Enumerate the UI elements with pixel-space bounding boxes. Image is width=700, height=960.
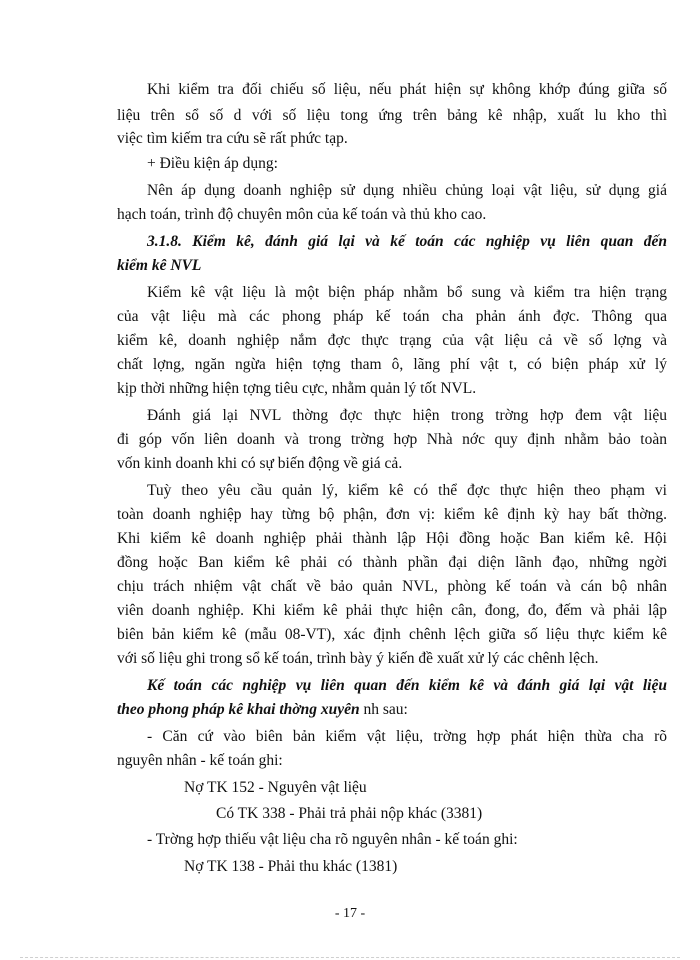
paragraph-line: đi góp vốn liên doanh và trong trờng hợp Nhà nớc quy định nhằm bảo toàn xyxy=(117,431,667,448)
paragraph-line: Khi kiểm tra đối chiếu số liệu, nếu phát hiện sự không khớp đúng giữa số xyxy=(147,81,667,98)
paragraph-line: Nên áp dụng doanh nghiệp sử dụng nhiều chủng loại vật liệu, sử dụng giá xyxy=(147,182,667,199)
section-heading: kiểm kê NVL xyxy=(117,257,202,274)
journal-entry-debit: Nợ TK 152 - Nguyên vật liệu xyxy=(184,779,367,796)
paragraph-line: - Căn cứ vào biên bản kiểm vật liệu, trờng hợp phát hiện thừa cha rõ xyxy=(147,728,667,745)
paragraph-line: viên doanh nghiệp. Khi kiểm kê phải thực hiện cân, đong, đo, đếm và phải lập xyxy=(117,602,667,619)
page-bottom-divider xyxy=(20,957,680,958)
paragraph-line: + Điều kiện áp dụng: xyxy=(147,155,278,172)
paragraph-line: Đánh giá lại NVL thờng đợc thực hiện trong trờng hợp đem vật liệu xyxy=(147,407,667,424)
paragraph-line: của vật liệu mà các phong pháp kế toán cha phản ánh đợc. Thông qua xyxy=(117,308,667,325)
section-heading: 3.1.8. Kiểm kê, đánh giá lại và kế toán các nghiệp vụ liên quan đến xyxy=(147,233,667,250)
paragraph-line: - Trờng hợp thiếu vật liệu cha rõ nguyên nhân - kế toán ghi: xyxy=(147,831,518,848)
paragraph-line: liệu trên sổ số d với số liệu tong ứng trên bảng kê nhập, xuất lu kho thì xyxy=(117,107,667,124)
paragraph-line: biên bản kiểm kê (mẫu 08-VT), xác định chênh lệch giữa số liệu thực kiểm kê xyxy=(117,626,667,643)
paragraph-line: việc tìm kiếm tra cứu sẽ rất phức tạp. xyxy=(117,130,348,147)
paragraph-line: Khi kiểm kê doanh nghiệp phải thành lập Hội đồng hoặc Ban kiểm kê. Hội xyxy=(117,530,667,547)
subheading-tail: nh sau: xyxy=(359,701,408,718)
paragraph-line: chịu trách nhiệm vật chất về bảo quản NVL, phòng kế toán và cán bộ nhân xyxy=(117,578,667,595)
paragraph-line: kiểm kê, doanh nghiệp nắm đợc thực trạng của vật liệu cả về số lợng và xyxy=(117,332,667,349)
paragraph-line: hạch toán, trình độ chuyên môn của kế toán và thủ kho cao. xyxy=(117,206,487,223)
subheading-text: theo phong pháp kê khai thờng xuyên xyxy=(117,701,360,718)
paragraph-line: nguyên nhân - kế toán ghi: xyxy=(117,752,283,769)
page-number: - 17 - xyxy=(334,906,366,921)
subheading-line xyxy=(117,700,667,720)
journal-entry-debit: Nợ TK 138 - Phải thu khác (1381) xyxy=(184,858,398,875)
paragraph-line: kịp thời những hiện tợng tiêu cực, nhằm quản lý tốt NVL. xyxy=(117,380,477,397)
paragraph-line: toàn doanh nghiệp hay từng bộ phận, đơn vị: kiểm kê định kỳ hay bất thờng. xyxy=(117,506,667,523)
subheading: Kế toán các nghiệp vụ liên quan đến kiểm kê và đánh giá lại vật liệu xyxy=(147,677,667,694)
paragraph-line: chất lợng, ngăn ngừa hiện tợng tham ô, lãng phí vật t, có biện pháp xử lý xyxy=(117,356,667,373)
paragraph-line: Kiểm kê vật liệu là một biện pháp nhằm bổ sung và kiểm tra hiện trạng xyxy=(147,284,667,301)
paragraph-line: đồng hoặc Ban kiểm kê phải có thành phần đại diện lãnh đạo, những ngời xyxy=(117,554,667,571)
journal-entry-credit: Có TK 338 - Phải trả phải nộp khác (3381) xyxy=(216,805,483,822)
paragraph-line: với số liệu ghi trong sổ kế toán, trình bày ý kiến đề xuất xử lý các chênh lệch. xyxy=(117,650,599,667)
paragraph-line: vốn kinh doanh khi có sự biến động về giá cả. xyxy=(117,455,403,472)
paragraph-line: Tuỳ theo yêu cầu quản lý, kiểm kê có thể đợc thực hiện theo phạm vi xyxy=(147,482,667,499)
